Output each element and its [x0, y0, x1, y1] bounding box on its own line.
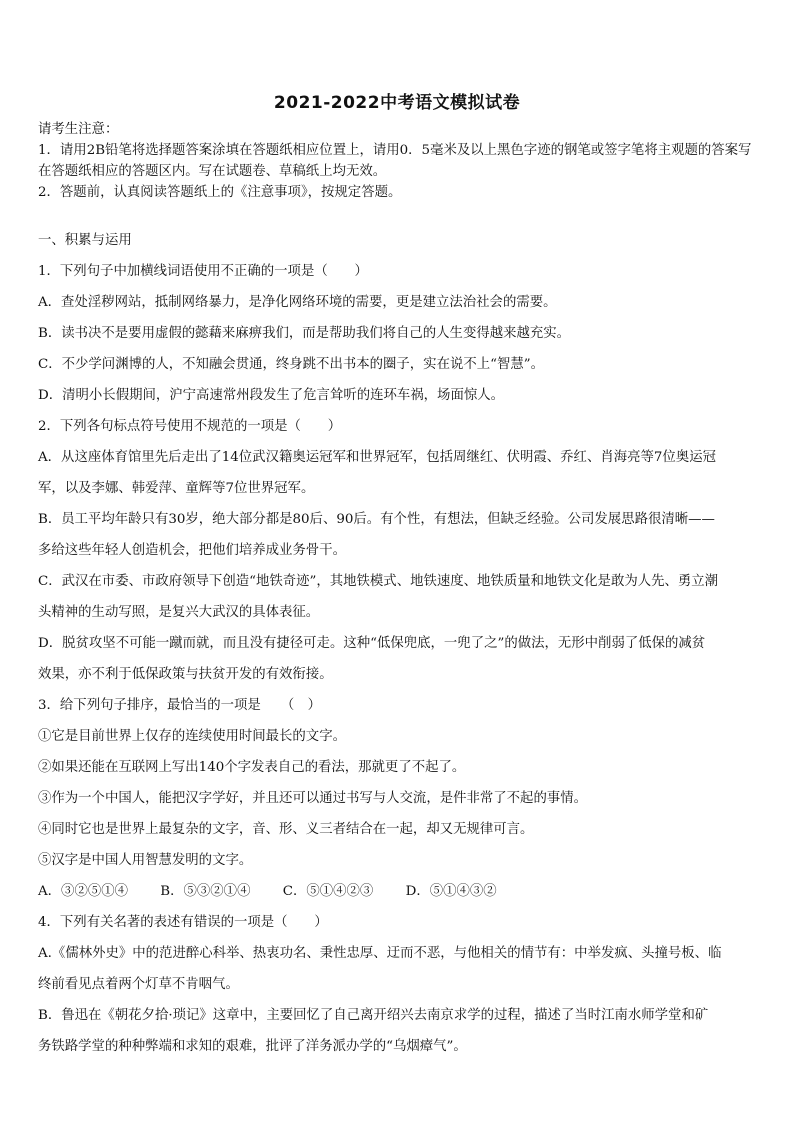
- question-3-sentence-1: ①它是目前世界上仅存的连续使用时间最长的文字。: [38, 729, 346, 744]
- question-2-option-c-line2: 头精神的生动写照，是复兴大武汉的具体表征。: [38, 605, 320, 620]
- question-2-option-b-line1: B．员工平均年龄只有30岁，绝大部分都是80后、90后。有个性，有想法，但缺乏经验。公司发展思路很清晰——: [38, 512, 715, 527]
- question-4-option-b-line2: 务铁路学堂的种种弊端和求知的艰难，批评了洋务派办学的“乌烟瘴气”。: [38, 1039, 467, 1054]
- question-2-option-b-line2: 多给这些年轻人创造机会，把他们培养成业务骨干。: [38, 543, 346, 558]
- notice-item: 2．答题前，认真阅读答题纸上的《注意事项》，按规定答题。: [38, 185, 402, 200]
- question-3-stem: 3．给下列句子排序，最恰当的一项是 （ ）: [38, 698, 322, 713]
- question-2-stem: 2．下列各句标点符号使用不规范的一项是（ ）: [38, 419, 342, 434]
- question-2-option-d-line1: D．脱贫攻坚不可能一蹴而就，而且没有捷径可走。这种“低保兜底，一兜了之”的做法，无形中削弱了低保的减贫: [38, 636, 706, 651]
- question-1-option-a: A．查处淫秽网站，抵制网络暴力，是净化网络环境的需要，更是建立法治社会的需要。: [38, 295, 557, 310]
- section-heading: 一、积累与运用: [38, 233, 132, 248]
- question-2-option-a-line2: 军，以及李娜、韩爱萍、童辉等7位世界冠军。: [38, 481, 315, 496]
- question-3-option-c: C．⑤①④②③: [282, 884, 374, 899]
- question-2-option-a-line1: A．从这座体育馆里先后走出了14位武汉籍奥运冠军和世界冠军，包括周继红、伏明霞、乔红、肖海亮等7位奥运冠: [38, 450, 716, 465]
- notice-heading: 请考生注意：: [38, 122, 119, 137]
- question-3-option-d: D．⑤①④③②: [405, 884, 497, 899]
- question-3-option-a: A．③②⑤①④: [38, 884, 129, 899]
- question-4-option-a-line2: 终前看见点着两个灯草不肯咽气。: [38, 977, 239, 992]
- question-3-sentence-5: ⑤汉字是中国人用智慧发明的文字。: [38, 853, 253, 868]
- question-1-option-c: C．不少学问渊博的人，不知融会贯通，终身跳不出书本的圈子，实在说不上“智慧”。: [38, 357, 544, 372]
- question-2-option-c-line1: C．武汉在市委、市政府领导下创造“地铁奇迹”，其地铁模式、地铁速度、地铁质量和地铁文化是敢为人先、勇立潮: [38, 574, 719, 589]
- question-3-options: [38, 876, 760, 907]
- question-1-option-b: B．读书决不是要用虚假的懿藉来麻痹我们，而是帮助我们将自己的人生变得越来越充实。: [38, 326, 571, 341]
- exam-body: [38, 225, 760, 1062]
- question-3-option-b: B．⑤③②①④: [160, 884, 251, 899]
- question-3-sentence-2: ②如果还能在互联网上写出140个字发表自己的看法，那就更了不起了。: [38, 760, 466, 775]
- question-4-option-b-line1: B．鲁迅在《朝花夕拾·琐记》这章中，主要回忆了自己离开绍兴去南京求学的过程，描述了当时江南水师学堂和矿: [38, 1008, 709, 1023]
- question-4-option-a-line1: A.《儒林外史》中的范进醉心科举、热衷功名、秉性忠厚、迂而不恶，与他相关的情节有：中举发疯、头撞号板、临: [38, 946, 722, 961]
- question-1-stem: 1．下列句子中加横线词语使用不正确的一项是（ ）: [38, 264, 368, 279]
- notice-block: [38, 119, 760, 203]
- question-2-option-d-line2: 效果，亦不利于低保政策与扶贫开发的有效衔接。: [38, 667, 333, 682]
- question-3-sentence-3: ③作为一个中国人，能把汉字学好，并且还可以通过书写与人交流，是件非常了不起的事情。: [38, 791, 588, 806]
- exam-title: 2021-2022中考语文模拟试卷: [273, 93, 521, 113]
- notice-item: 1．请用2B铅笔将选择题答案涂填在答题纸相应位置上，请用0．5毫米及以上黑色字迹的钢笔或签字笔将主观题的答案写在答题纸相应的答题区内。写在试题卷、草稿纸上均无效。: [38, 143, 752, 179]
- question-4-stem: 4．下列有关名著的表述有错误的一项是（ ）: [38, 915, 328, 930]
- question-1-option-d: D．清明小长假期间，沪宁高速常州段发生了危言耸听的连环车祸，场面惊人。: [38, 388, 505, 403]
- question-3-sentence-4: ④同时它也是世界上最复杂的文字，音、形、义三者结合在一起，却又无规律可言。: [38, 822, 534, 837]
